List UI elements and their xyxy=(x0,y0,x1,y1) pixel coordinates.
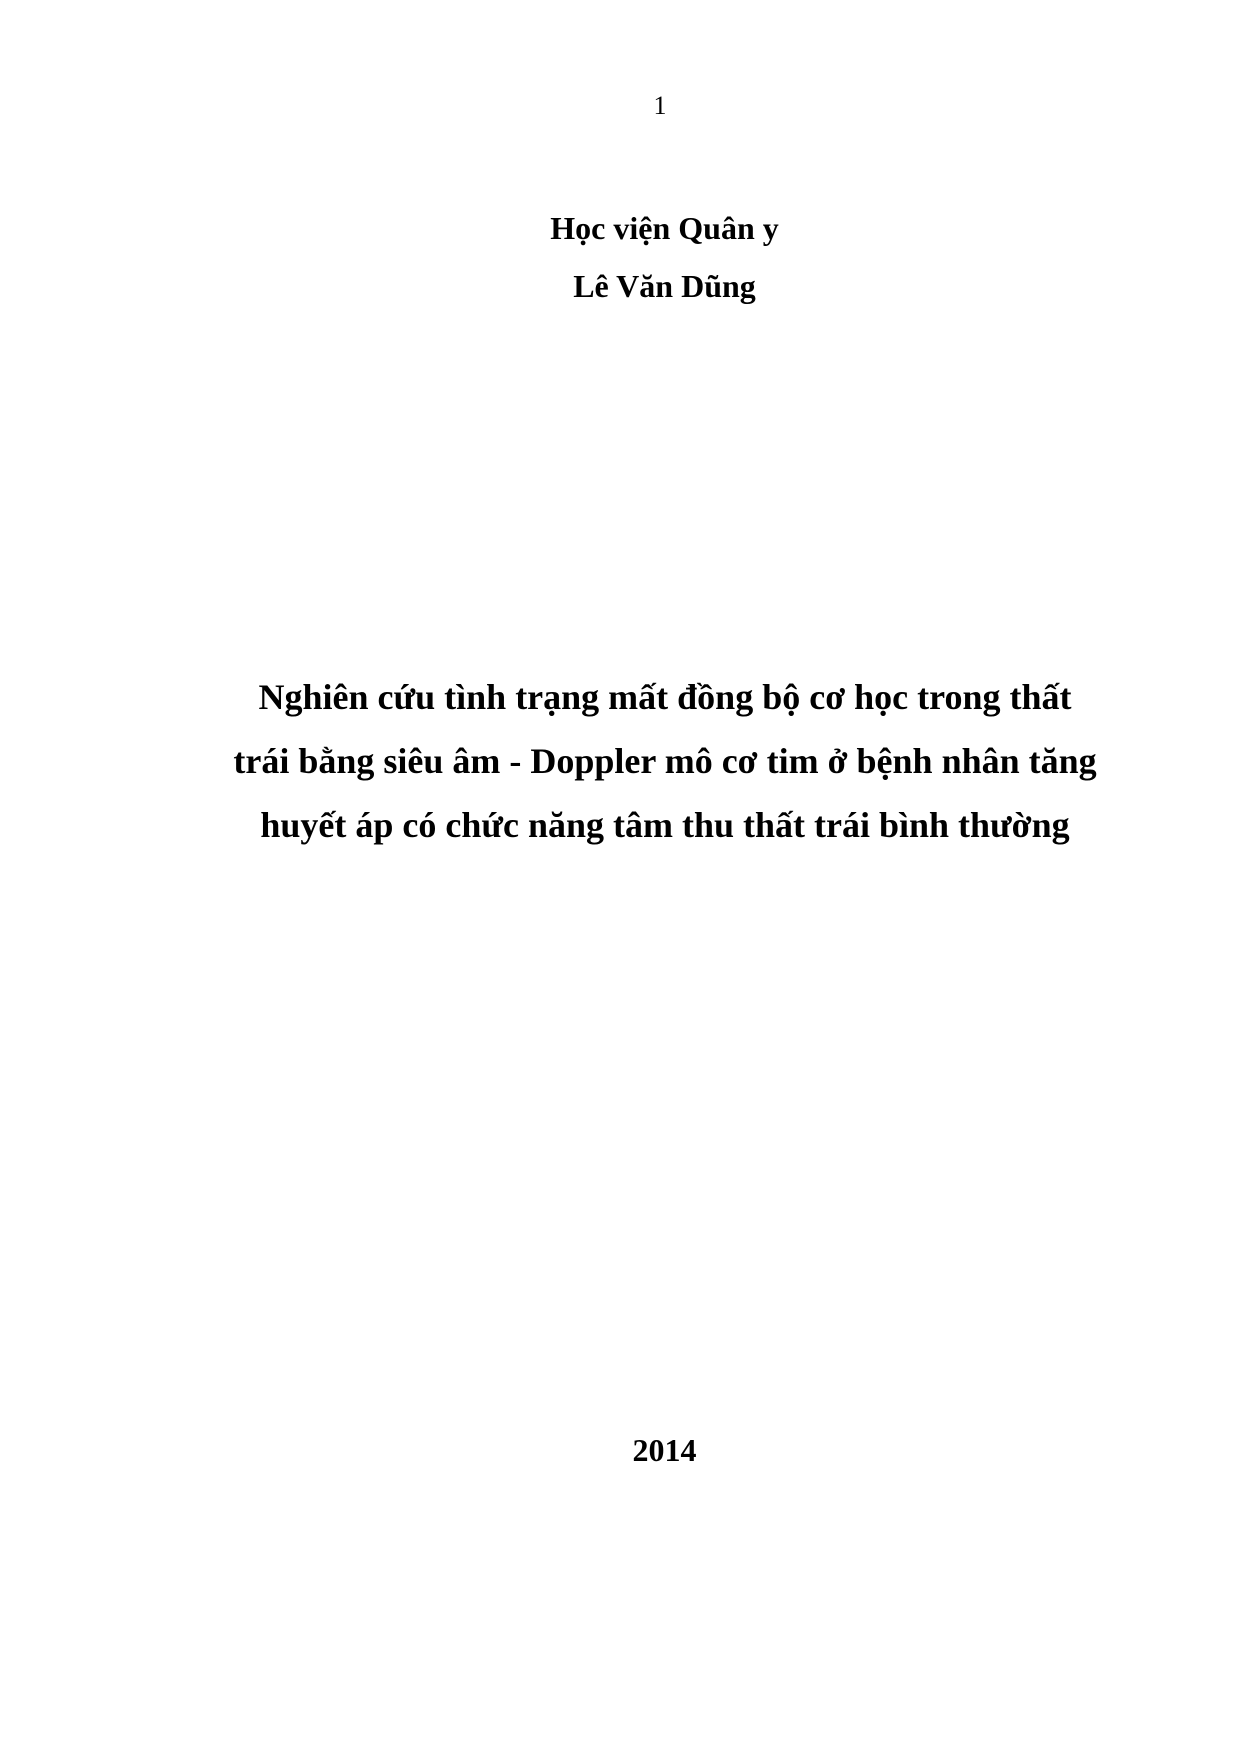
page-number: 1 xyxy=(653,91,667,120)
title-line: trái bằng siêu âm - Doppler mô cơ tim ở bệnh nhân tăng xyxy=(233,741,1097,781)
publication-year: 2014 xyxy=(632,1432,697,1468)
title-line: Nghiên cứu tình trạng mất đồng bộ cơ học trong thất xyxy=(258,677,1072,717)
thesis-title xyxy=(200,665,1130,857)
author-name: Lê Văn Dũng xyxy=(573,268,756,304)
title-line: huyết áp có chức năng tâm thu thất trái bình thường xyxy=(260,805,1070,845)
institution-name: Học viện Quân y xyxy=(550,210,779,246)
